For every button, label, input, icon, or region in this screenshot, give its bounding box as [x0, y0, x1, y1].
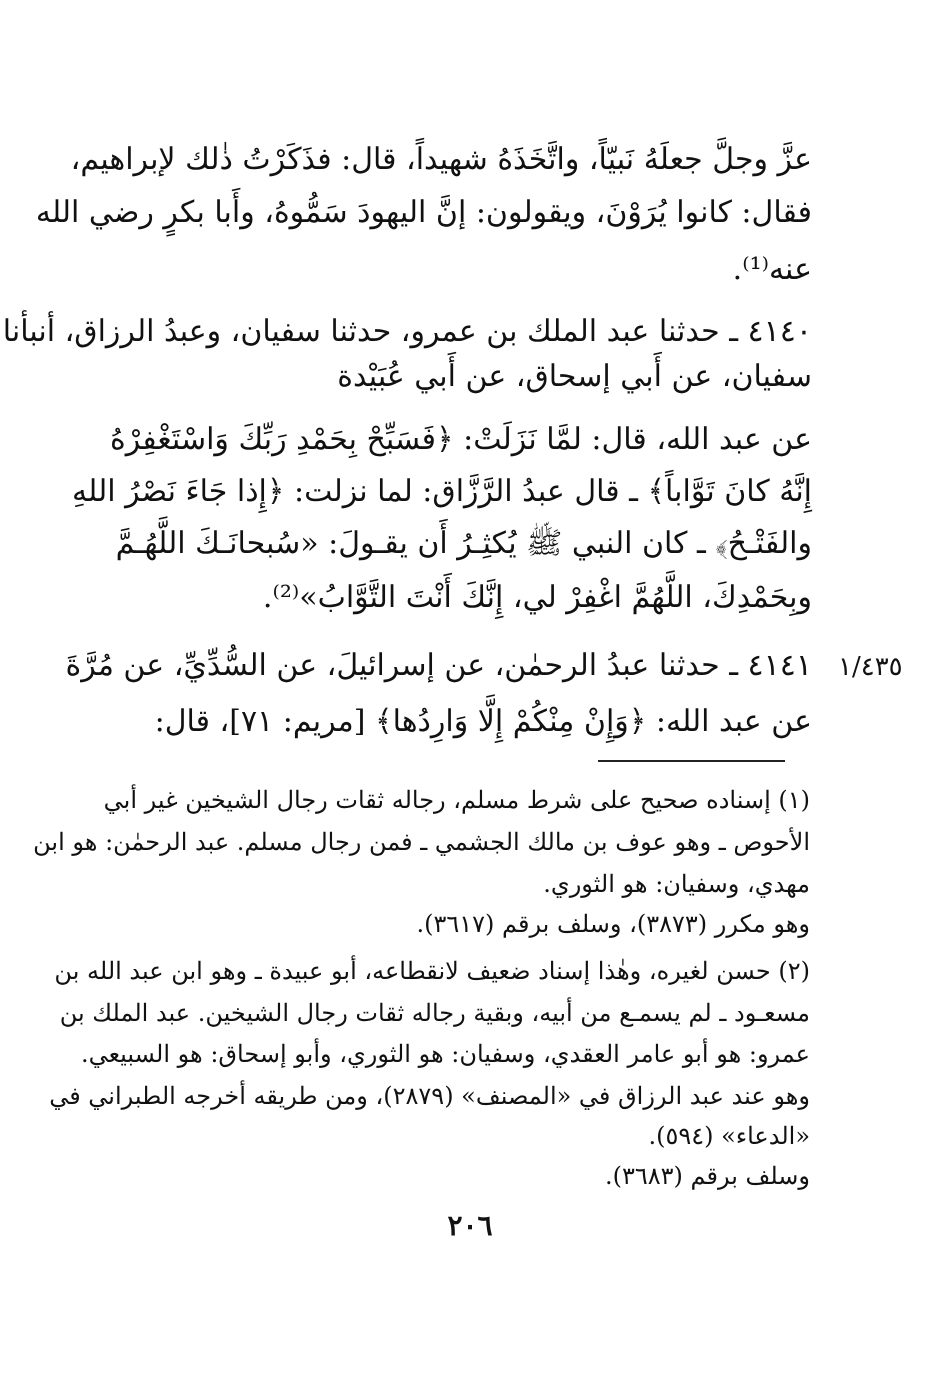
hadith-4141-line-2: عن عبد الله: ﴿وَإِنْ مِنْكُمْ إِلَّا وَارِدُها﴾ [مريم: ٧١]، قال:	[154, 704, 812, 739]
footnote-2-line-2: مسعـود ـ لم يسمـع من أبيه، وبقية رجاله ثقات رجال الشيخين. عبد الملك بن	[59, 999, 810, 1027]
footnote-1-line-3: مهدي، وسفيان: هو الثوري.	[543, 870, 810, 898]
footnote-1-line-4: وهو مكرر (٣٨٧٣)، وسلف برقم (٣٦١٧).	[416, 910, 810, 938]
footnote-1-line-1: (١) إسناده صحيح على شرط مسلم، رجاله ثقات رجال الشيخين غير أبي	[103, 786, 810, 814]
hadith-4140-line-3: عن عبد الله، قال: لمَّا نَزَلَتْ: ﴿فَسَبِّحْ بِحَمْدِ رَبِّكَ وَاسْتَغْفِرْهُ	[109, 422, 812, 457]
text-line-1: عزَّ وجلَّ جعلَهُ نَبيّاً، واتَّخَذَهُ شهيداً، قال: فذَكَرْتُ ذٰلك لإبراهيم،	[70, 142, 812, 177]
footnote-2-line-3: عمرو: هو أبو عامر العقدي، وسفيان: هو الثوري، وأبو إسحاق: هو السبيعي.	[80, 1040, 810, 1068]
hadith-4140-line-1: ٤١٤٠ ـ حدثنا عبد الملك بن عمرو، حدثنا سفيان، وعبدُ الرزاق، أنبأنا	[2, 314, 812, 349]
footnote-2-line-1: (٢) حسن لغيره، وهٰذا إسناد ضعيف لانقطاعه، أبو عبيدة ـ وهو ابن عبد الله بن	[54, 957, 810, 985]
text-line-2: فقال: كانوا يُرَوْنَ، ويقولون: إنَّ اليهودَ سَمُّوهُ، وأَبا بكرٍ رضي الله	[35, 195, 812, 230]
footnote-2-line-5: «الدعاء» (٥٩٤).	[648, 1122, 810, 1150]
margin-volume-page-reference: ١/٤٣٥	[838, 652, 903, 682]
footnote-2-line-6: وسلف برقم (٣٦٨٣).	[604, 1162, 810, 1190]
hadith-4140-line-5: والفَتْـحُ﴾ ـ كان النبي ﷺ يُكثِـرُ أَن يقـولَ: «سُبحانَـكَ اللَّهُـمَّ	[115, 526, 812, 561]
hadith-4140-line-4: إِنَّهُ كانَ تَوَّاباً﴾ ـ قال عبدُ الرَّزَّاق: لما نزلت: ﴿إِذا جَاءَ نَصْرُ اللهِ	[72, 474, 812, 509]
footnote-separator	[598, 760, 785, 762]
footnote-2-line-4: وهو عند عبد الرزاق في «المصنف» (٢٨٧٩)، ومن طريقه أخرجه الطبراني في	[49, 1082, 810, 1110]
hadith-4140-line-6: وبِحَمْدِكَ، اللَّهُمَّ اغْفِرْ لي، إِنَّكَ أَنْتَ التَّوَّابُ»⁽²⁾.	[262, 580, 812, 615]
page-number: ٢٠٦	[447, 1209, 493, 1242]
hadith-4140-line-2: سفيان، عن أَبي إسحاق، عن أَبي عُبَيْدة	[337, 359, 812, 394]
hadith-4141-line-1: ٤١٤١ ـ حدثنا عبدُ الرحمٰن، عن إسرائيلَ، عن السُّدِّيِّ، عن مُرَّةَ	[65, 648, 812, 683]
footnote-1-line-2: الأحوص ـ وهو عوف بن مالك الجشمي ـ فمن رجال مسلم. عبد الرحمٰن: هو ابن	[33, 828, 810, 856]
text-line-3: عنه⁽¹⁾.	[732, 252, 812, 287]
